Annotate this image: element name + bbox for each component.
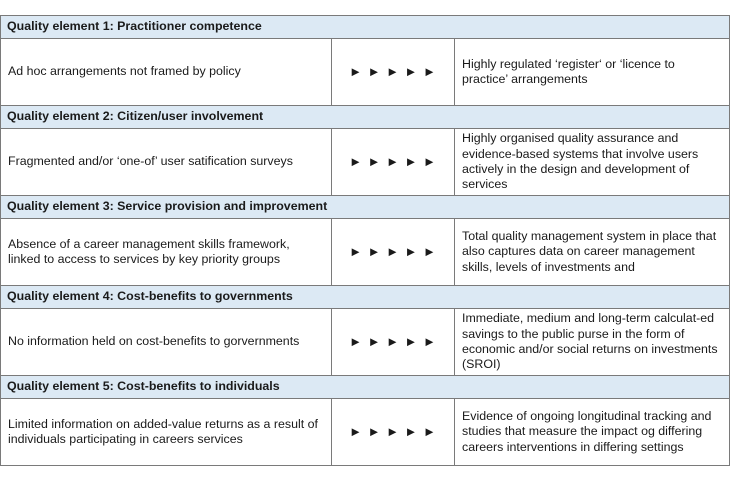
quality-element-1-target-state: Highly regulated ‘register‘ or ‘licence to practice’ arrangements (455, 39, 730, 106)
quality-element-4-header-row (1, 286, 730, 309)
quality-element-4-arrows: ► ► ► ► ► (332, 309, 455, 376)
quality-elements-table (0, 15, 730, 466)
quality-element-5-current-state: Limited information on added-value returns as a result of individuals participating in careers services (1, 399, 332, 466)
quality-element-3-title: Quality element 3: Service provision and improvement (1, 196, 730, 219)
quality-element-3-header-row (1, 196, 730, 219)
quality-element-5-header-row (1, 376, 730, 399)
quality-element-1-row (1, 39, 730, 106)
quality-element-3-current-state: Absence of a career management skills framework, linked to access to services by key priority groups (1, 219, 332, 286)
quality-element-3-target-state: Total quality management system in place that also captures data on career management skills, levels of investments and (455, 219, 730, 286)
quality-element-4-title: Quality element 4: Cost-benefits to governments (1, 286, 730, 309)
quality-element-4-current-state: No information held on cost-benefits to gorvernments (1, 309, 332, 376)
quality-element-2-arrows: ► ► ► ► ► (332, 129, 455, 196)
quality-element-5-title: Quality element 5: Cost-benefits to individuals (1, 376, 730, 399)
quality-element-5-row (1, 399, 730, 466)
quality-element-2-header-row (1, 106, 730, 129)
quality-element-2-target-state: Highly organised quality assurance and evidence-based systems that involve users actively in the design and development of services (455, 129, 730, 196)
quality-element-3-arrows: ► ► ► ► ► (332, 219, 455, 286)
quality-element-5-arrows: ► ► ► ► ► (332, 399, 455, 466)
quality-element-5-target-state: Evidence of ongoing longitudinal tracking and studies that measure the impact og differing careers interventions in differing settings (455, 399, 730, 466)
quality-element-1-arrows: ► ► ► ► ► (332, 39, 455, 106)
quality-element-1-current-state: Ad hoc arrangements not framed by policy (1, 39, 332, 106)
quality-element-2-title: Quality element 2: Citizen/user involvement (1, 106, 730, 129)
quality-element-2-row (1, 129, 730, 196)
quality-element-4-row (1, 309, 730, 376)
quality-element-1-header-row (1, 16, 730, 39)
quality-element-1-title: Quality element 1: Practitioner competence (1, 16, 730, 39)
quality-element-4-target-state: Immediate, medium and long-term calculat-ed savings to the public purse in the form of economic and/or social returns on investments (SROI) (455, 309, 730, 376)
quality-element-3-row (1, 219, 730, 286)
quality-element-2-current-state: Fragmented and/or ‘one-of’ user satification surveys (1, 129, 332, 196)
